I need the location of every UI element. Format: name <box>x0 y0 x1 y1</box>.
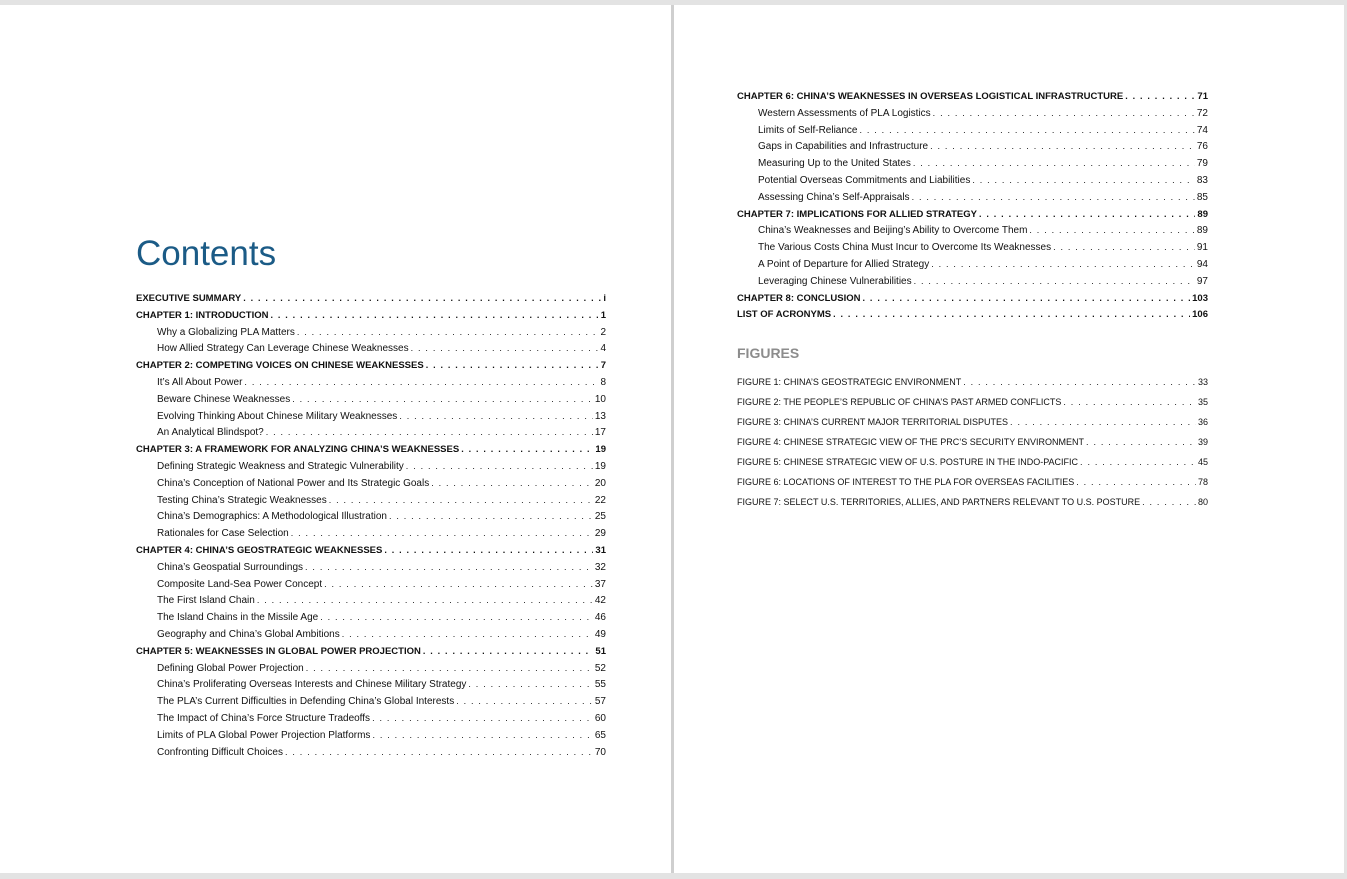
entry-page-number: 22 <box>594 494 606 506</box>
dot-leader <box>1076 472 1196 492</box>
entry-title: LIST OF ACRONYMS <box>737 309 832 321</box>
dot-leader <box>933 105 1195 122</box>
entry-page-number: 89 <box>1197 208 1208 220</box>
dot-leader <box>1029 222 1194 239</box>
dot-leader <box>1142 492 1196 512</box>
entry-title: Composite Land-Sea Power Concept <box>157 578 323 590</box>
entry-page-number: i <box>603 293 606 304</box>
toc-row-section[interactable] <box>737 222 1208 239</box>
dot-leader <box>285 744 593 761</box>
toc-row-chapter[interactable] <box>136 441 606 458</box>
entry-title: FIGURE 1: CHINA’S GEOSTRATEGIC ENVIRONMENT <box>737 377 962 387</box>
dot-leader <box>411 340 599 357</box>
toc-left-column <box>136 290 606 760</box>
entry-title: Western Assessments of PLA Logistics <box>758 107 931 119</box>
entry-page-number: 97 <box>1196 275 1208 287</box>
dot-leader <box>431 475 593 492</box>
dot-leader <box>931 256 1195 273</box>
dot-leader <box>426 357 599 374</box>
entry-page-number: 2 <box>600 326 606 338</box>
toc-row-section[interactable] <box>136 525 606 542</box>
toc-row-section[interactable] <box>136 592 606 609</box>
toc-row-chapter[interactable] <box>136 357 606 374</box>
toc-row-section[interactable] <box>136 609 606 626</box>
entry-page-number: 89 <box>1196 225 1208 237</box>
entry-page-number: 10 <box>594 393 606 405</box>
toc-row-section[interactable] <box>136 693 606 710</box>
dot-leader <box>324 576 593 593</box>
entry-title: The Various Costs China Must Incur to Overcome Its Weaknesses <box>758 242 1052 254</box>
dot-leader <box>833 306 1190 323</box>
entry-title: Measuring Up to the United States <box>758 158 911 170</box>
dot-leader <box>1053 239 1195 256</box>
entry-title: China’s Demographics: A Methodological Illustration <box>157 511 387 523</box>
dot-leader <box>1086 432 1196 452</box>
dot-leader <box>244 374 598 391</box>
dot-leader <box>389 508 593 525</box>
entry-title: FIGURE 6: LOCATIONS OF INTEREST TO THE PLA FOR OVERSEAS FACILITIES <box>737 477 1075 487</box>
entry-title: It’s All About Power <box>157 376 243 388</box>
figures-list <box>737 372 1208 512</box>
figures-heading: FIGURES <box>737 345 800 361</box>
entry-title: CHAPTER 3: A FRAMEWORK FOR ANALYZING CHINA’S WEAKNESSES <box>136 444 460 456</box>
toc-row-section[interactable] <box>136 676 606 693</box>
dot-leader <box>305 559 593 576</box>
dot-leader <box>406 458 593 475</box>
entry-page-number: 39 <box>1197 437 1208 447</box>
dot-leader <box>913 155 1195 172</box>
entry-title: Defining Strategic Weakness and Strategic Vulnerability <box>157 460 404 472</box>
entry-page-number: 7 <box>600 360 606 372</box>
entry-title: Beware Chinese Weaknesses <box>157 393 291 405</box>
entry-page-number: 37 <box>594 578 606 590</box>
entry-page-number: 85 <box>1196 191 1208 203</box>
entry-title: FIGURE 4: CHINESE STRATEGIC VIEW OF THE PRC’S SECURITY ENVIRONMENT <box>737 437 1085 447</box>
entry-page-number: 20 <box>594 477 606 489</box>
entry-page-number: 19 <box>595 444 606 456</box>
entry-page-number: 74 <box>1196 124 1208 136</box>
dot-leader <box>399 408 593 425</box>
toc-row-section[interactable] <box>737 122 1208 139</box>
entry-title: Gaps in Capabilities and Infrastructure <box>758 141 929 153</box>
toc-row-section[interactable] <box>737 155 1208 172</box>
figure-row-entry[interactable] <box>737 492 1208 512</box>
entry-page-number: 19 <box>594 460 606 472</box>
toc-row-section[interactable] <box>136 408 606 425</box>
entry-page-number: 70 <box>594 746 606 758</box>
dot-leader <box>912 189 1195 206</box>
toc-row-chapter[interactable] <box>737 88 1208 105</box>
dot-leader <box>297 324 599 341</box>
entry-page-number: 33 <box>1197 377 1208 387</box>
entry-page-number: 80 <box>1197 497 1208 507</box>
entry-title: CHAPTER 4: CHINA’S GEOSTRATEGIC WEAKNESSES <box>136 544 383 556</box>
entry-title: China’s Weaknesses and Beijing’s Ability to Overcome Them <box>758 225 1028 237</box>
entry-title: CHAPTER 6: CHINA’S WEAKNESSES IN OVERSEAS LOGISTICAL INFRASTRUCTURE <box>737 91 1124 102</box>
dot-leader <box>423 643 594 660</box>
entry-page-number: 106 <box>1192 309 1208 321</box>
entry-page-number: 57 <box>594 696 606 708</box>
toc-row-section[interactable] <box>136 744 606 761</box>
toc-row-section[interactable] <box>737 189 1208 206</box>
entry-page-number: 103 <box>1192 292 1208 304</box>
figure-row-entry[interactable] <box>737 372 1208 392</box>
toc-row-section[interactable] <box>737 273 1208 290</box>
toc-row-section[interactable] <box>136 424 606 441</box>
toc-row-section[interactable] <box>136 391 606 408</box>
entry-title: Limits of PLA Global Power Projection Platforms <box>157 729 371 741</box>
entry-title: The Island Chains in the Missile Age <box>157 612 319 624</box>
entry-title: Confronting Difficult Choices <box>157 746 283 758</box>
figure-row-entry[interactable] <box>737 392 1208 412</box>
toc-right-column <box>737 88 1208 323</box>
toc-row-section[interactable] <box>737 256 1208 273</box>
entry-page-number: 46 <box>594 612 606 624</box>
entry-page-number: 36 <box>1197 417 1208 427</box>
entry-title: FIGURE 5: CHINESE STRATEGIC VIEW OF U.S. POSTURE IN THE INDO-PACIFIC <box>737 457 1079 467</box>
toc-row-section[interactable] <box>136 727 606 744</box>
entry-title: CHAPTER 1: INTRODUCTION <box>136 309 269 321</box>
dot-leader <box>963 372 1196 392</box>
entry-title: Assessing China’s Self-Appraisals <box>758 191 910 203</box>
dot-leader <box>979 206 1195 223</box>
entry-page-number: 42 <box>594 595 606 607</box>
entry-title: An Analytical Blindspot? <box>157 427 264 439</box>
toc-row-chapter[interactable] <box>737 206 1208 223</box>
toc-row-chapter[interactable] <box>136 542 606 559</box>
dot-leader <box>306 660 593 677</box>
entry-page-number: 72 <box>1196 107 1208 119</box>
toc-row-section[interactable] <box>737 105 1208 122</box>
toc-row-chapter[interactable] <box>136 290 606 307</box>
toc-row-section[interactable] <box>136 492 606 509</box>
toc-row-section[interactable] <box>136 660 606 677</box>
toc-row-section[interactable] <box>136 458 606 475</box>
entry-title: The First Island Chain <box>157 595 255 607</box>
entry-title: The PLA’s Current Difficulties in Defending China’s Global Interests <box>157 696 455 708</box>
toc-row-section[interactable] <box>136 508 606 525</box>
dot-leader <box>1063 392 1196 412</box>
entry-title: Limits of Self-Reliance <box>758 124 858 136</box>
entry-title: CHAPTER 7: IMPLICATIONS FOR ALLIED STRATEGY <box>737 208 977 220</box>
dot-leader <box>859 122 1194 139</box>
entry-title: CHAPTER 8: CONCLUSION <box>737 292 861 304</box>
dot-leader <box>1125 88 1195 105</box>
dot-leader <box>384 542 593 559</box>
page-title: Contents <box>136 234 277 273</box>
toc-row-section[interactable] <box>136 324 606 341</box>
toc-row-section[interactable] <box>737 172 1208 189</box>
entry-title: Geography and China’s Global Ambitions <box>157 628 340 640</box>
figure-row-entry[interactable] <box>737 432 1208 452</box>
entry-title: FIGURE 2: THE PEOPLE’S REPUBLIC OF CHINA’S PAST ARMED CONFLICTS <box>737 397 1062 407</box>
entry-title: Why a Globalizing PLA Matters <box>157 326 295 338</box>
entry-page-number: 79 <box>1196 158 1208 170</box>
entry-page-number: 51 <box>595 645 606 657</box>
toc-row-chapter[interactable] <box>737 306 1208 323</box>
toc-row-chapter[interactable] <box>136 643 606 660</box>
dot-leader <box>1010 412 1196 432</box>
entry-page-number: 29 <box>594 528 606 540</box>
entry-page-number: 91 <box>1196 242 1208 254</box>
dot-leader <box>372 710 593 727</box>
entry-page-number: 78 <box>1197 477 1208 487</box>
toc-row-section[interactable] <box>737 138 1208 155</box>
entry-page-number: 83 <box>1196 174 1208 186</box>
dot-leader <box>320 609 593 626</box>
toc-row-section[interactable] <box>136 710 606 727</box>
entry-page-number: 4 <box>600 343 606 355</box>
entry-page-number: 1 <box>600 309 606 321</box>
toc-row-section[interactable] <box>136 559 606 576</box>
entry-page-number: 52 <box>594 662 606 674</box>
figure-row-entry[interactable] <box>737 452 1208 472</box>
dot-leader <box>468 676 592 693</box>
toc-row-section[interactable] <box>136 374 606 391</box>
entry-page-number: 35 <box>1197 397 1208 407</box>
toc-row-section[interactable] <box>136 340 606 357</box>
dot-leader <box>270 307 598 324</box>
entry-title: China’s Geospatial Surroundings <box>157 561 304 573</box>
dot-leader <box>930 138 1195 155</box>
entry-title: The Impact of China’s Force Structure Tradeoffs <box>157 712 371 724</box>
dot-leader <box>372 727 592 744</box>
entry-title: China’s Proliferating Overseas Interests and Chinese Military Strategy <box>157 679 467 691</box>
dot-leader <box>243 290 601 307</box>
entry-page-number: 8 <box>600 376 606 388</box>
entry-title: Evolving Thinking About Chinese Military Weaknesses <box>157 410 398 422</box>
dot-leader <box>291 525 593 542</box>
entry-title: EXECUTIVE SUMMARY <box>136 293 242 304</box>
entry-title: Potential Overseas Commitments and Liabilities <box>758 174 971 186</box>
dot-leader <box>266 424 593 441</box>
figure-row-entry[interactable] <box>737 412 1208 432</box>
dot-leader <box>292 391 593 408</box>
toc-row-section[interactable] <box>737 239 1208 256</box>
entry-title: How Allied Strategy Can Leverage Chinese Weaknesses <box>157 343 409 355</box>
entry-page-number: 76 <box>1196 141 1208 153</box>
entry-page-number: 55 <box>594 679 606 691</box>
dot-leader <box>972 172 1195 189</box>
dot-leader <box>257 592 593 609</box>
entry-title: CHAPTER 5: WEAKNESSES IN GLOBAL POWER PROJECTION <box>136 645 421 657</box>
entry-title: Testing China’s Strategic Weaknesses <box>157 494 327 506</box>
toc-row-section[interactable] <box>136 626 606 643</box>
entry-page-number: 45 <box>1197 457 1208 467</box>
entry-title: Leveraging Chinese Vulnerabilities <box>758 275 912 287</box>
entry-page-number: 13 <box>594 410 606 422</box>
figure-row-entry[interactable] <box>737 472 1208 492</box>
entry-page-number: 49 <box>594 628 606 640</box>
dot-leader <box>329 492 593 509</box>
toc-row-chapter[interactable] <box>737 290 1208 307</box>
dot-leader <box>914 273 1195 290</box>
dot-leader <box>1080 452 1196 472</box>
entry-page-number: 60 <box>594 712 606 724</box>
entry-title: Defining Global Power Projection <box>157 662 304 674</box>
entry-page-number: 17 <box>594 427 606 439</box>
entry-title: CHAPTER 2: COMPETING VOICES ON CHINESE WEAKNESSES <box>136 360 424 372</box>
entry-title: China’s Conception of National Power and Its Strategic Goals <box>157 477 430 489</box>
entry-page-number: 94 <box>1196 258 1208 270</box>
entry-title: FIGURE 7: SELECT U.S. TERRITORIES, ALLIES, AND PARTNERS RELEVANT TO U.S. POSTURE <box>737 497 1141 507</box>
entry-page-number: 32 <box>594 561 606 573</box>
dot-leader <box>456 693 593 710</box>
entry-page-number: 25 <box>594 511 606 523</box>
entry-title: Rationales for Case Selection <box>157 528 289 540</box>
dot-leader <box>863 290 1191 307</box>
toc-row-chapter[interactable] <box>136 307 606 324</box>
entry-title: A Point of Departure for Allied Strategy <box>758 258 930 270</box>
dot-leader <box>461 441 593 458</box>
entry-page-number: 31 <box>595 544 606 556</box>
entry-page-number: 65 <box>594 729 606 741</box>
entry-page-number: 71 <box>1197 91 1208 102</box>
toc-row-section[interactable] <box>136 475 606 492</box>
dot-leader <box>342 626 593 643</box>
toc-row-section[interactable] <box>136 576 606 593</box>
entry-title: FIGURE 3: CHINA’S CURRENT MAJOR TERRITORIAL DISPUTES <box>737 417 1009 427</box>
